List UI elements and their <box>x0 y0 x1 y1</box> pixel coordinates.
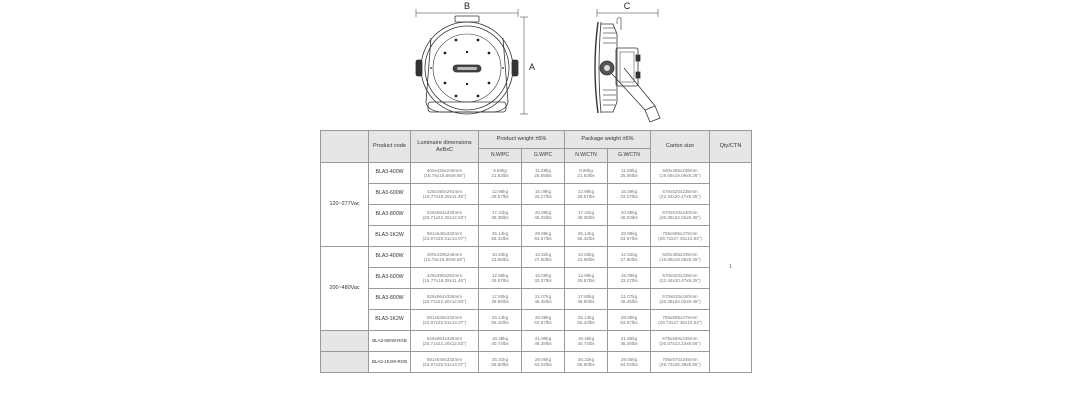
nwpc-cell <box>479 268 522 289</box>
cell-line-1: 12.96kg <box>577 272 595 278</box>
nwpc-cell <box>479 331 522 352</box>
nwctn-cell <box>565 331 608 352</box>
cell-line-1: 10.83kg <box>577 251 595 257</box>
carton-cell <box>651 226 710 247</box>
header-carton-size: Carton size <box>651 131 710 163</box>
cell-line-1: 20.88kg <box>534 209 552 215</box>
cell-line-1: 500x485x235mm <box>662 167 698 173</box>
cell-line-1: 670x610x240mm <box>662 293 698 299</box>
dim-cell <box>411 268 479 289</box>
cell-line-1: 9.90kg <box>493 167 507 173</box>
table-row <box>321 163 752 184</box>
cell-line-1: 25.14kg <box>491 314 509 320</box>
cell-line-1: 581x648x332mm <box>426 314 463 320</box>
gwctn-cell <box>608 205 651 226</box>
gwpc-cell <box>522 268 565 289</box>
cell-line-2: (22.44x20.47x9.25") <box>659 278 701 283</box>
product-code-cell: BLA3-1K2W <box>369 310 411 331</box>
cell-line-1: 28.88kg <box>534 314 552 320</box>
cell-line-1: 11.59kg <box>621 167 638 173</box>
nwctn-cell <box>565 352 608 373</box>
side-view-drawing <box>595 9 660 122</box>
cell-line-2: 23.88lbs <box>577 257 595 262</box>
cell-line-2: (22.87x25.51x13.07") <box>422 236 467 241</box>
nwctn-cell <box>565 289 608 310</box>
table-row <box>321 289 752 310</box>
table-row <box>321 268 752 289</box>
cell-line-1: 11.59kg <box>534 167 551 173</box>
specification-table <box>320 130 752 373</box>
gwctn-cell <box>608 226 651 247</box>
cell-line-2: 55.42lbs <box>577 236 595 241</box>
cell-line-1: 12.52kg <box>620 251 638 257</box>
table-row <box>321 331 752 352</box>
cell-line-1: 28.88kg <box>620 230 638 236</box>
cell-line-1: 17.60kg <box>491 293 509 299</box>
cell-line-1: 25.31kg <box>491 356 509 362</box>
cell-line-2: (22.87x25.51x13.07") <box>422 320 467 325</box>
nwpc-cell <box>479 310 522 331</box>
carton-cell <box>651 352 710 373</box>
header-qty-ctn: Qty/CTN <box>710 131 752 163</box>
cell-line-2: 28.57lbs <box>577 194 595 199</box>
cell-line-2: (26.57x23.23x9.65") <box>659 341 701 346</box>
header-dimensions <box>411 131 479 163</box>
dimension-b-label: B <box>463 1 471 11</box>
dimension-a-label: A <box>529 62 536 72</box>
cell-line-2: (26.38x24.02x9.45") <box>659 299 701 304</box>
table-body <box>321 163 752 373</box>
cell-line-1: 670x610x240mm <box>662 209 698 215</box>
cell-line-2: (29.72x26.38x9.65") <box>659 362 701 367</box>
cell-line-1: 755x695x275mm <box>662 230 698 236</box>
cell-line-1: 570x520x235mm <box>662 188 698 194</box>
cell-line-2: (22.87x25.51x13.07") <box>422 362 467 367</box>
gwpc-cell <box>522 310 565 331</box>
header-blank-cell <box>321 131 369 163</box>
cell-line-1: 12.52kg <box>534 251 552 257</box>
voltage-empty-cell <box>321 352 369 373</box>
product-code-cell: BLA3-1K2W-RGB <box>369 352 411 373</box>
product-code-cell: BLA3-400W <box>369 247 411 268</box>
cell-line-1: 15.09kg <box>534 272 552 278</box>
cell-line-1: 12.96kg <box>577 188 595 194</box>
gwctn-cell <box>608 289 651 310</box>
cell-line-1: 21.95kg <box>534 335 552 341</box>
gwpc-cell <box>522 289 565 310</box>
nwpc-cell <box>479 289 522 310</box>
cell-line-2: 38.80lbs <box>491 299 509 304</box>
nwctn-cell <box>565 184 608 205</box>
cell-line-1: 15.09kg <box>534 188 552 194</box>
cell-line-2: 28.57lbs <box>491 278 509 283</box>
dim-cell <box>411 247 479 268</box>
cell-line-2: (15.75x16.89x9.68") <box>423 173 466 178</box>
gwpc-cell <box>522 352 565 373</box>
cell-line-2: 21.83lbs <box>577 173 595 178</box>
gwpc-cell <box>522 184 565 205</box>
cell-line-1: 675x590x245mm <box>662 335 698 341</box>
header-product-weight: Product weight ±6% <box>479 131 565 149</box>
cell-line-2: 55.42lbs <box>491 320 509 325</box>
cell-line-2: 21.83lbs <box>491 173 509 178</box>
nwctn-cell <box>565 310 608 331</box>
cell-line-1: 9.90kg <box>579 167 593 173</box>
cell-line-2: 63.67lbs <box>534 236 552 241</box>
product-code-cell: BLA3-600W <box>369 268 411 289</box>
header-dimensions-line1: Luminaire dimensions <box>417 140 472 147</box>
nwctn-cell <box>565 205 608 226</box>
gwpc-cell <box>522 247 565 268</box>
cell-line-1: 15.09kg <box>620 272 638 278</box>
cell-line-1: 17.41kg <box>491 209 509 215</box>
nwpc-cell <box>479 226 522 247</box>
qty-ctn-cell: 1 <box>710 163 752 373</box>
table-row <box>321 226 752 247</box>
table-row <box>321 205 752 226</box>
carton-cell <box>651 163 710 184</box>
nwctn-cell <box>565 226 608 247</box>
cell-line-2: (15.75x16.89x9.68") <box>423 257 466 262</box>
cell-line-2: 46.45lbs <box>620 299 638 304</box>
nwctn-cell <box>565 247 608 268</box>
product-code-cell: BLA3-400W <box>369 163 411 184</box>
cell-line-1: 25.31kg <box>577 356 595 362</box>
cell-line-1: 400x429x246mm <box>426 251 463 257</box>
cell-line-2: 40.74lbs <box>491 341 509 346</box>
cell-line-2: 25.55lbs <box>620 173 638 178</box>
header-nw-ctn: N.W/CTN <box>565 149 608 163</box>
cell-line-2: 40.74lbs <box>577 341 595 346</box>
carton-cell <box>651 310 710 331</box>
cell-line-1: 755x670x245mm <box>662 356 698 362</box>
product-code-cell: BLA3-600W <box>369 184 411 205</box>
carton-cell <box>651 331 710 352</box>
cell-line-1: 526x564x326mm <box>426 335 463 341</box>
cell-line-1: 581x648x332mm <box>426 356 463 362</box>
carton-cell <box>651 247 710 268</box>
cell-line-1: 581x648x332mm <box>426 230 463 236</box>
header-product-code: Product code <box>369 131 411 163</box>
product-code-cell: BLA3-800W <box>369 205 411 226</box>
nwctn-cell <box>565 163 608 184</box>
dim-cell <box>411 310 479 331</box>
cell-line-2: (19.68x19.09x9.25") <box>659 173 701 178</box>
gwpc-cell <box>522 163 565 184</box>
cell-line-2: 46.03lbs <box>534 215 552 220</box>
cell-line-2: (29.72x27.36x10.83") <box>658 236 702 241</box>
header-gw-pc: G.W/PC <box>522 149 565 163</box>
cell-line-2: (16.77x19.29x11.46") <box>422 194 467 199</box>
cell-line-1: 755x695x275mm <box>662 314 698 320</box>
cell-line-2: 46.03lbs <box>620 215 638 220</box>
cell-line-2: 63.67lbs <box>534 320 552 325</box>
header-row <box>321 131 752 149</box>
cell-line-2: 55.42lbs <box>577 320 595 325</box>
cell-line-2: 38.80lbs <box>577 299 595 304</box>
cell-line-1: 25.14kg <box>577 314 595 320</box>
cell-line-1: 29.05kg <box>534 356 552 362</box>
dim-cell <box>411 184 479 205</box>
voltage-group-cell: 120~277Vac <box>321 163 369 247</box>
cell-line-1: 29.05kg <box>620 356 638 362</box>
cell-line-1: 21.07kg <box>534 293 552 299</box>
voltage-group-cell: 200~480Vac <box>321 247 369 331</box>
cell-line-1: 12.96kg <box>491 272 509 278</box>
product-drawings <box>0 0 1068 126</box>
gwpc-cell <box>522 331 565 352</box>
cell-line-2: 48.39lbs <box>534 341 552 346</box>
cell-line-2: 33.27lbs <box>620 194 638 199</box>
cell-line-1: 17.60kg <box>577 293 595 299</box>
cell-line-1: 400x429x246mm <box>426 167 463 173</box>
cell-line-2: (22.44x20.47x9.25") <box>659 194 701 199</box>
front-view-drawing <box>416 9 528 114</box>
table-row <box>321 184 752 205</box>
cell-line-2: 23.88lbs <box>491 257 509 262</box>
cell-line-1: 21.07kg <box>620 293 638 299</box>
gwpc-cell <box>522 205 565 226</box>
nwpc-cell <box>479 205 522 226</box>
gwctn-cell <box>608 163 651 184</box>
cell-line-1: 12.96kg <box>491 188 509 194</box>
product-code-cell: BLA3-800W-RGB <box>369 331 411 352</box>
cell-line-2: 38.38lbs <box>491 215 509 220</box>
cell-line-2: (26.38x24.02x9.45") <box>659 215 701 220</box>
nwpc-cell <box>479 352 522 373</box>
cell-line-2: (16.77x19.29x11.46") <box>422 278 467 283</box>
cell-line-1: 426x490x291mm <box>426 272 463 278</box>
cell-line-1: 426x490x291mm <box>426 188 463 194</box>
cell-line-2: (20.71x22.20x12.83") <box>422 215 467 220</box>
cell-line-1: 20.88kg <box>620 209 638 215</box>
carton-cell <box>651 184 710 205</box>
cell-line-1: 500x485x235mm <box>662 251 698 257</box>
cell-line-2: 33.27lbs <box>534 278 552 283</box>
dimension-c-label: C <box>623 1 631 11</box>
cell-line-2: 25.55lbs <box>534 173 552 178</box>
cell-line-2: (20.71x22.20x12.83") <box>422 341 467 346</box>
table-row <box>321 247 752 268</box>
cell-line-1: 10.83kg <box>491 251 509 257</box>
dim-cell <box>411 331 479 352</box>
header-gw-ctn: G.W/CTN <box>608 149 651 163</box>
cell-line-2: 64.04lbs <box>620 362 638 367</box>
cell-line-2: 27.60lbs <box>534 257 552 262</box>
gwctn-cell <box>608 310 651 331</box>
gwctn-cell <box>608 352 651 373</box>
cell-line-1: 17.41kg <box>577 209 595 215</box>
product-code-cell: BLA3-1K2W <box>369 226 411 247</box>
cell-line-2: 48.39lbs <box>620 341 638 346</box>
dim-cell <box>411 352 479 373</box>
dim-cell <box>411 163 479 184</box>
cell-line-1: 526x564x326mm <box>426 209 463 215</box>
dim-cell <box>411 289 479 310</box>
cell-line-2: 28.57lbs <box>577 278 595 283</box>
cell-line-1: 28.88kg <box>620 314 638 320</box>
table-row <box>321 352 752 373</box>
cell-line-1: 25.14kg <box>577 230 595 236</box>
cell-line-1: 21.95kg <box>620 335 638 341</box>
header-dimensions-line2: AxBxC <box>435 146 454 153</box>
dim-cell <box>411 205 479 226</box>
cell-line-2: 55.80lbs <box>491 362 509 367</box>
cell-line-2: 38.38lbs <box>577 215 595 220</box>
header-package-weight: Package weight ±6% <box>565 131 651 149</box>
gwctn-cell <box>608 184 651 205</box>
cell-line-2: 64.04lbs <box>534 362 552 367</box>
gwctn-cell <box>608 331 651 352</box>
carton-cell <box>651 205 710 226</box>
cell-line-1: 28.88kg <box>534 230 552 236</box>
voltage-empty-cell <box>321 331 369 352</box>
cell-line-2: (20.71x22.20x12.83") <box>422 299 467 304</box>
cell-line-2: 27.60lbs <box>620 257 638 262</box>
cell-line-2: 33.27lbs <box>534 194 552 199</box>
product-code-cell: BLA3-800W <box>369 289 411 310</box>
cell-line-2: 46.45lbs <box>534 299 552 304</box>
cell-line-2: (19.68x19.09x9.25") <box>659 257 701 262</box>
cell-line-1: 25.14kg <box>491 230 509 236</box>
cell-line-2: (29.72x27.36x10.83") <box>658 320 702 325</box>
nwpc-cell <box>479 184 522 205</box>
cell-line-2: 28.57lbs <box>491 194 509 199</box>
nwctn-cell <box>565 268 608 289</box>
cell-line-2: 63.67lbs <box>620 320 638 325</box>
nwpc-cell <box>479 163 522 184</box>
header-nw-pc: N.W/PC <box>479 149 522 163</box>
cell-line-1: 526x564x326mm <box>426 293 463 299</box>
cell-line-1: 18.48kg <box>491 335 509 341</box>
cell-line-1: 18.48kg <box>577 335 595 341</box>
carton-cell <box>651 268 710 289</box>
carton-cell <box>651 289 710 310</box>
cell-line-2: 55.80lbs <box>577 362 595 367</box>
nwpc-cell <box>479 247 522 268</box>
gwpc-cell <box>522 226 565 247</box>
cell-line-1: 570x520x235mm <box>662 272 698 278</box>
cell-line-1: 15.09kg <box>620 188 638 194</box>
cell-line-2: 63.67lbs <box>620 236 638 241</box>
table-row <box>321 310 752 331</box>
gwctn-cell <box>608 268 651 289</box>
dim-cell <box>411 226 479 247</box>
cell-line-2: 55.42lbs <box>491 236 509 241</box>
gwctn-cell <box>608 247 651 268</box>
cell-line-2: 33.27lbs <box>620 278 638 283</box>
